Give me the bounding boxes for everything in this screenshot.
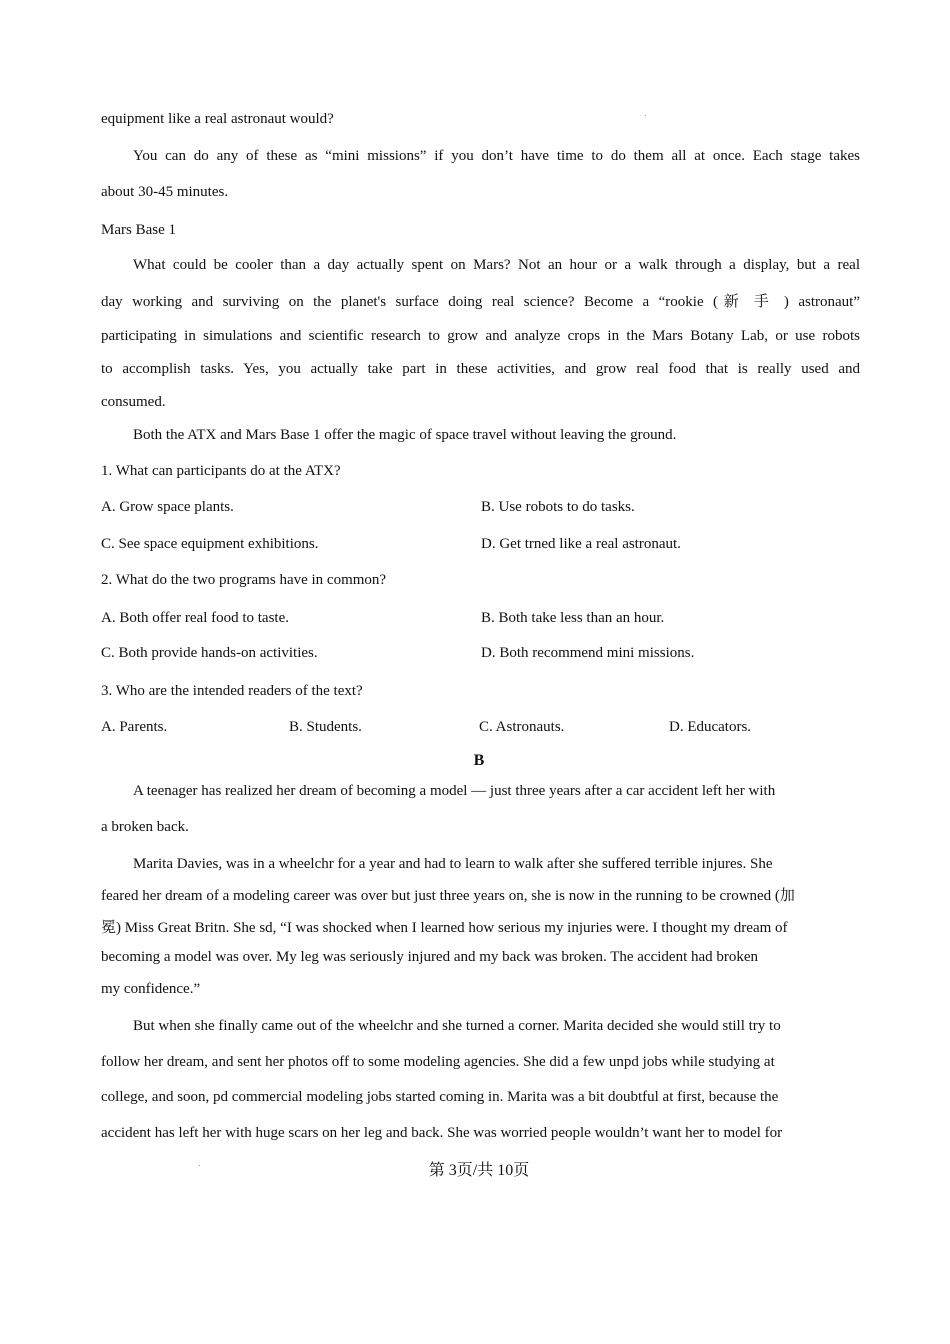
paragraph-line: You can do any of these as “mini missions” if you don’t have time to do them all at once. Each stage takes [133,148,860,164]
passage-heading: B [473,752,485,769]
paragraph-line: equipment like a real astronaut would? [101,111,334,127]
page-number: 第 3页/共 10页 [428,1162,530,1179]
option-a: A. Grow space plants. [101,499,234,515]
option-b: B. Both take less than an hour. [481,610,665,626]
paragraph-line: feared her dream of a modeling career was over but just three years on, she is now in the running to be crowned (加 [101,888,795,904]
paragraph-line: Both the ATX and Mars Base 1 offer the magic of space travel without leaving the ground. [133,427,677,443]
option-b: B. Use robots to do tasks. [481,499,635,515]
paragraph-line: becoming a model was over. My leg was seriously injured and my back was broken. The accident had broken [101,949,759,965]
option-d: D. Both recommend mini missions. [481,645,695,661]
paragraph-line: But when she finally came out of the wheelchr and she turned a corner. Marita decided she would still try to [133,1018,781,1034]
paragraph-line: about 30-45 minutes. [101,184,229,200]
paragraph-line: Marita Davies, was in a wheelchr for a year and had to learn to walk after she suffered terrible injures. She [133,856,773,872]
section-title: Mars Base 1 [101,222,176,238]
paragraph-line: accident has left her with huge scars on her leg and back. She was worried people wouldn’t want her to model for [101,1125,783,1141]
scan-speck [645,115,646,116]
paragraph-line: to accomplish tasks. Yes, you actually take part in these activities, and grow real food that is really used and [101,361,860,377]
question-stem: 3. Who are the intended readers of the text? [101,683,363,699]
paragraph-line: my confidence.” [101,981,201,997]
option-d: D. Get trned like a real astronaut. [481,536,681,552]
paragraph-line: day working and surviving on the planet's surface doing real science? Become a “rookie (新 手 ) astronaut” [101,294,860,310]
option-a: A. Both offer real food to taste. [101,610,290,626]
option-b: B. Students. [289,719,362,735]
option-a: A. Parents. [101,719,168,735]
paragraph-line: A teenager has realized her dream of becoming a model — just three years after a car accident left her with [133,783,776,799]
paragraph-line: What could be cooler than a day actually spent on Mars? Not an hour or a walk through a display, but a real [133,257,860,273]
option-d: D. Educators. [669,719,752,735]
paragraph-line: a broken back. [101,819,189,835]
paragraph-line: participating in simulations and scientific research to grow and analyze crops in the Mars Botany Lab, or use robots [101,328,860,344]
option-c: C. Astronauts. [479,719,565,735]
paragraph-line: 冕) Miss Great Britn. She sd, “I was shocked when I learned how serious my injuries were. I thought my dream of [101,920,788,936]
question-stem: 2. What do the two programs have in common? [101,572,387,588]
question-stem: 1. What can participants do at the ATX? [101,463,341,479]
paragraph-line: college, and soon, pd commercial modeling jobs started coming in. Marita was a bit doubtful at first, because the [101,1089,779,1105]
option-c: C. Both provide hands-on activities. [101,645,318,661]
paragraph-line: follow her dream, and sent her photos off to some modeling agencies. She did a few unpd jobs while studying at [101,1054,775,1070]
option-c: C. See space equipment exhibitions. [101,536,319,552]
paragraph-line: consumed. [101,394,166,410]
